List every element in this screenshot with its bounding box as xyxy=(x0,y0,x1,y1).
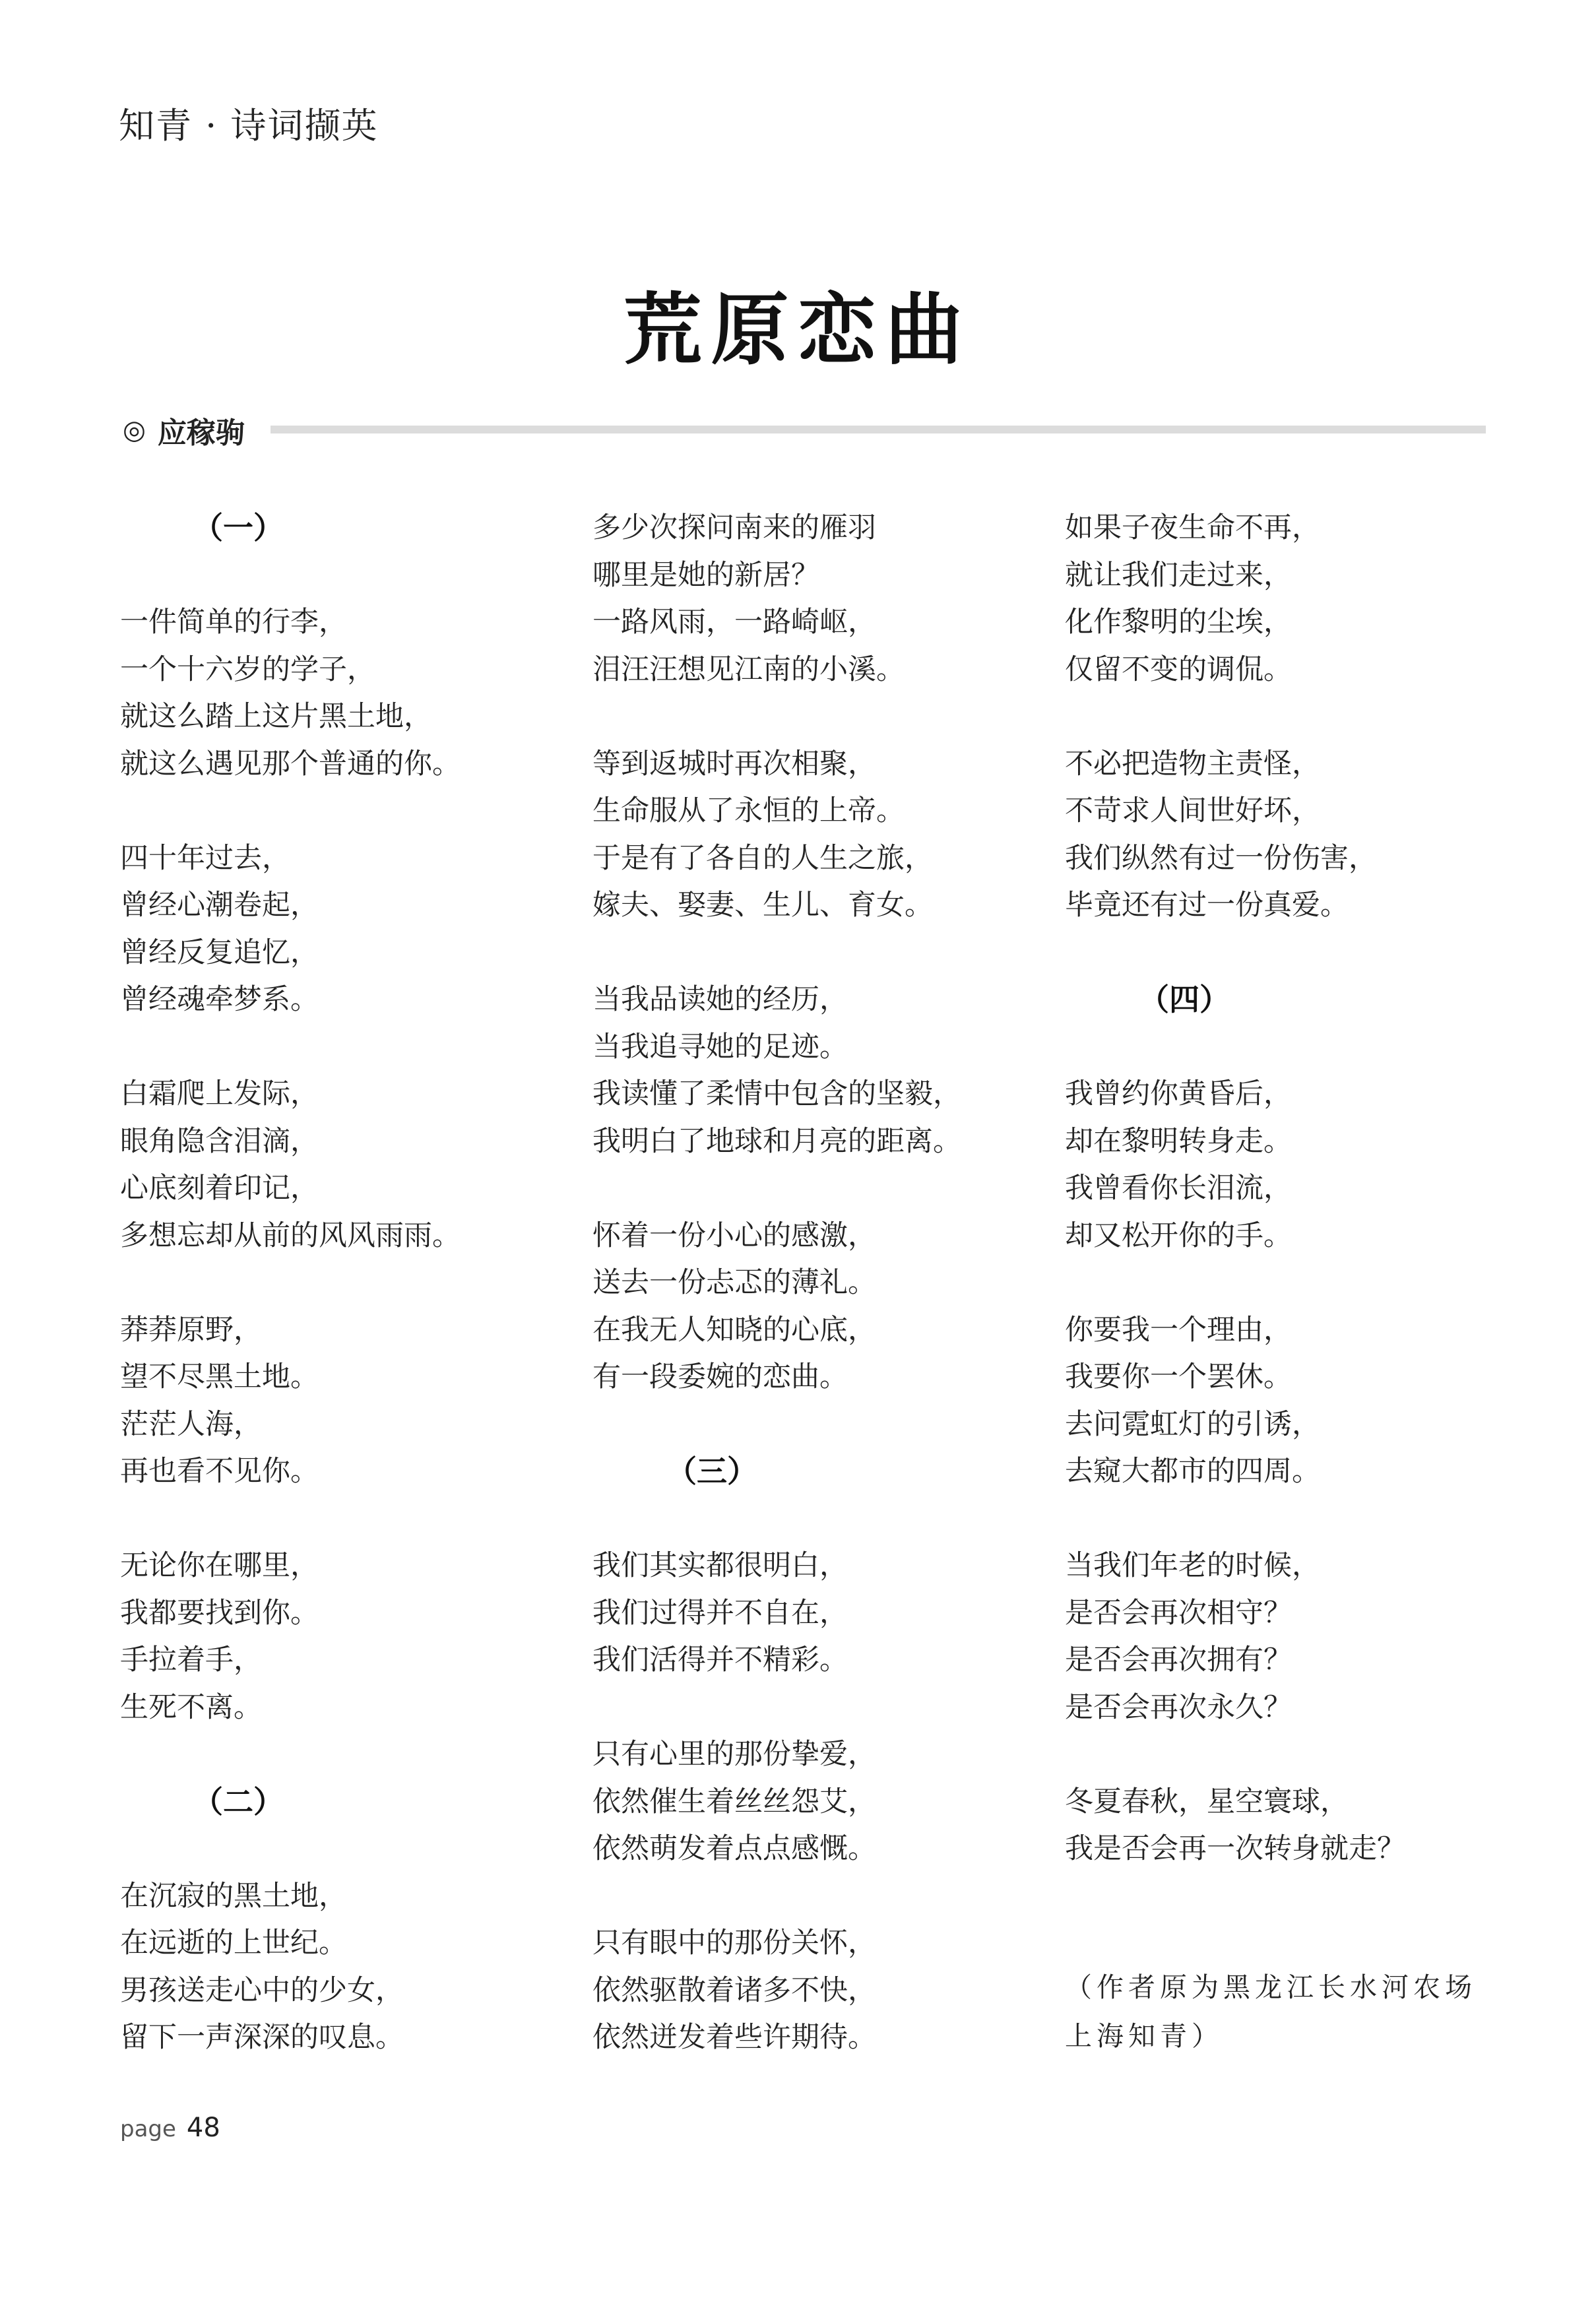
stanza-gap xyxy=(120,1024,569,1071)
stanza-gap xyxy=(1065,1496,1514,1543)
stanza-gap xyxy=(592,693,1041,741)
poem-line: 冬夏春秋，星空寰球， xyxy=(1065,1785,1349,1818)
poem-line: 当我品读她的经历， xyxy=(592,983,848,1016)
poem-column-2 xyxy=(592,505,1041,2062)
poem-line: 当我们年老的时候， xyxy=(1065,1549,1320,1582)
part-heading: （四） xyxy=(1139,982,1230,1017)
poem-column-1 xyxy=(120,505,569,2062)
poem-line: 望不尽黑土地。 xyxy=(120,1360,319,1393)
poem-line: 在沉寂的黑土地， xyxy=(120,1879,347,1913)
stanza-gap xyxy=(1065,693,1514,741)
stanza-gap xyxy=(592,1165,1041,1213)
poem-line: 心底刻着印记， xyxy=(120,1172,319,1205)
stanza-gap xyxy=(120,788,569,835)
stanza-gap xyxy=(120,1260,569,1307)
poem-line: 莽莽原野， xyxy=(120,1313,262,1347)
poem-line: 曾经魂牵梦系。 xyxy=(120,983,319,1016)
poem-line: 男孩送走心中的少女， xyxy=(120,1973,404,2007)
poem-line: 一路风雨，一路崎岖， xyxy=(592,606,876,639)
poem-line: 我都要找到你。 xyxy=(120,1596,319,1630)
page-label: page xyxy=(120,2116,176,2142)
stanza-gap xyxy=(1065,1731,1514,1779)
poem-line: 于是有了各自的人生之旅， xyxy=(592,841,933,875)
poem-line: 如果子夜生命不再， xyxy=(1065,511,1320,544)
part-heading: （三） xyxy=(666,1453,757,1489)
stanza-gap xyxy=(592,1684,1041,1732)
poem-line: 留下一声深深的叹息。 xyxy=(120,2021,404,2054)
stanza-gap xyxy=(1065,1260,1514,1307)
poem-line: 是否会再次拥有？ xyxy=(1065,1644,1292,1676)
poem-line: 我们活得并不精彩。 xyxy=(592,1644,848,1676)
poem-line: 眼角隐含泪滴， xyxy=(120,1124,319,1158)
poem-line: 仅留不变的调侃。 xyxy=(1065,653,1292,686)
stanza-gap xyxy=(120,552,569,600)
poem-line: 我曾看你长泪流， xyxy=(1065,1172,1292,1205)
poem-line: 茫茫人海， xyxy=(120,1407,262,1441)
poem-line: 我们纵然有过一份伤害， xyxy=(1065,841,1377,875)
poem-line: 就这么踏上这片黑土地， xyxy=(120,700,432,733)
poem-line: 曾经反复追忆， xyxy=(120,936,319,969)
poem-line: 我明白了地球和月亮的距离。 xyxy=(592,1124,961,1158)
poem-line: 送去一份忐忑的薄礼。 xyxy=(592,1266,876,1299)
poem-line: 等到返城时再次相聚， xyxy=(592,747,876,781)
poem-line: 去窥大都市的四周。 xyxy=(1065,1455,1320,1488)
poem-line: 就这么遇见那个普通的你。 xyxy=(120,747,461,781)
poem-line: 我要你一个罢休。 xyxy=(1065,1360,1292,1393)
poem-line: 却又松开你的手。 xyxy=(1065,1219,1292,1252)
poem-line: 不必把造物主责怪， xyxy=(1065,747,1320,781)
poem-line: 我是否会再一次转身就走？ xyxy=(1065,1832,1405,1865)
poem-line: 哪里是她的新居？ xyxy=(592,558,819,592)
poem-line: 多少次探问南来的雁羽 xyxy=(592,511,876,544)
stanza-gap xyxy=(592,1496,1041,1543)
poem-line: 生死不离。 xyxy=(120,1690,262,1724)
poem-line: 多想忘却从前的风风雨雨。 xyxy=(120,1219,461,1252)
author-note-line: 上海知青） xyxy=(1065,2020,1223,2052)
poem-line: 我曾约你黄昏后， xyxy=(1065,1077,1292,1110)
stanza-gap xyxy=(120,1826,569,1873)
poem-line: 依然萌发着点点感慨。 xyxy=(592,1832,876,1865)
poem-line: 毕竟还有过一份真爱。 xyxy=(1065,889,1349,922)
poem-line: 我们其实都很明白， xyxy=(592,1549,848,1582)
stanza-gap xyxy=(1065,930,1514,977)
author-name: 应稼驹 xyxy=(157,416,245,450)
poem-title: 荒原恋曲 xyxy=(623,284,973,375)
byline-mark: ◎ xyxy=(123,415,146,445)
poem-line: 是否会再次永久？ xyxy=(1065,1690,1292,1724)
page-number: 48 xyxy=(186,2113,220,2143)
author-note xyxy=(1065,1963,1514,2060)
stanza-gap xyxy=(120,1731,569,1779)
stanza-gap xyxy=(592,1401,1041,1449)
stanza-gap xyxy=(592,930,1041,977)
poem-line: 怀着一份小心的感激， xyxy=(592,1219,876,1252)
stanza-gap xyxy=(592,1873,1041,1921)
poem-line: 你要我一个理由， xyxy=(1065,1313,1292,1347)
poem-line: 只有眼中的那份关怀， xyxy=(592,1927,876,1960)
poem-line: 再也看不见你。 xyxy=(120,1455,319,1488)
poem-line: 生命服从了永恒的上帝。 xyxy=(592,794,905,827)
poem-line: 我读懂了柔情中包含的坚毅， xyxy=(592,1077,961,1110)
poem-line: 在远逝的上世纪。 xyxy=(120,1927,347,1960)
poem-line: 化作黎明的尘埃， xyxy=(1065,606,1292,639)
poem-line: 是否会再次相守？ xyxy=(1065,1596,1292,1630)
part-heading: （二） xyxy=(193,1783,284,1820)
poem-line: 去问霓虹灯的引诱， xyxy=(1065,1407,1320,1441)
byline-divider xyxy=(271,426,1486,433)
poem-line: 当我追寻她的足迹。 xyxy=(592,1030,848,1064)
poem-line: 嫁夫、娶妻、生儿、育女。 xyxy=(592,889,933,922)
poem-line: 泪汪汪想见江南的小溪。 xyxy=(592,653,905,686)
poem-line: 我们过得并不自在， xyxy=(592,1596,848,1630)
poem-line: 一件简单的行李， xyxy=(120,606,347,639)
poem-column-3 xyxy=(1065,505,1514,1873)
poem-line: 依然驱散着诸多不快， xyxy=(592,1973,876,2007)
poem-line: 曾经心潮卷起， xyxy=(120,889,319,922)
poem-line: 手拉着手， xyxy=(120,1644,262,1676)
poem-line: 一个十六岁的学子， xyxy=(120,653,375,686)
poem-line: 依然催生着丝丝怨艾， xyxy=(592,1785,876,1818)
poem-line: 四十年过去， xyxy=(120,841,290,875)
poem-line: 无论你在哪里， xyxy=(120,1549,319,1582)
poem-line: 有一段委婉的恋曲。 xyxy=(592,1360,848,1393)
stanza-gap xyxy=(1065,1024,1514,1071)
poem-line: 只有心里的那份挚爱， xyxy=(592,1738,876,1771)
poem-line: 在我无人知晓的心底， xyxy=(592,1313,876,1347)
page-footer xyxy=(120,2113,220,2152)
poem-line: 白霜爬上发际， xyxy=(120,1077,319,1110)
poem-line: 依然迸发着些许期待。 xyxy=(592,2021,876,2054)
byline xyxy=(123,409,245,451)
author-note-line: （作者原为黑龙江长水河农场 xyxy=(1065,1971,1477,2003)
poem-line: 就让我们走过来， xyxy=(1065,558,1292,592)
poem-line: 不苛求人间世好坏， xyxy=(1065,794,1320,827)
section-header: 知青 · 诗词撷英 xyxy=(119,105,379,146)
part-heading: （一） xyxy=(193,510,284,546)
poem-line: 却在黎明转身走。 xyxy=(1065,1124,1292,1158)
stanza-gap xyxy=(120,1496,569,1543)
